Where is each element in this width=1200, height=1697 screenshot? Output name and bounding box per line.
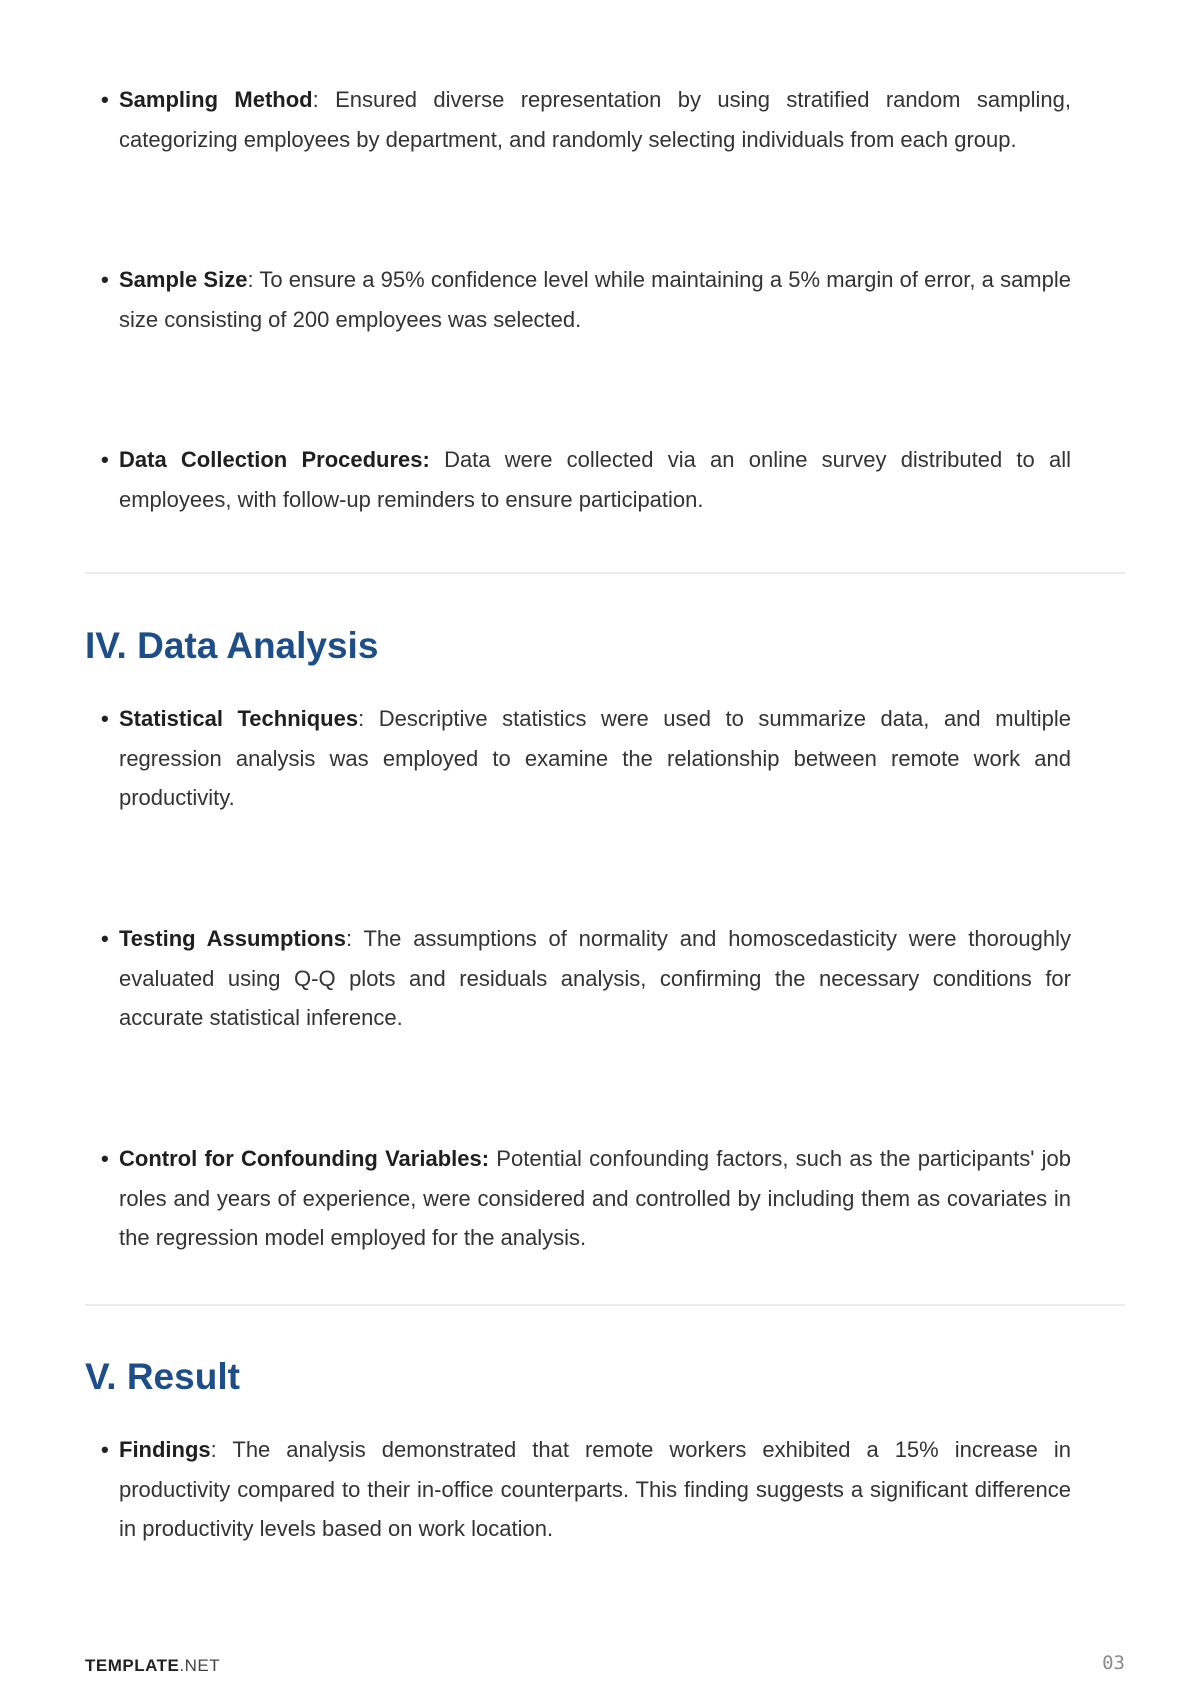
bullet-separator: : xyxy=(345,926,353,951)
bullet-term: Statistical Techniques xyxy=(119,706,359,731)
bullet-dot: • xyxy=(101,1146,109,1171)
bullet-term: Sample Size xyxy=(119,267,248,292)
footer-brand-logo xyxy=(85,1656,220,1676)
bullet-text: Potential confounding factors, such as the participants' job roles and years of experience, were considered and controlled by including them as covariates in the regression model employed for the analysis. xyxy=(119,1146,1072,1250)
section-divider xyxy=(85,1304,1125,1306)
section-title-result: V. Result xyxy=(85,1356,240,1397)
bullet-separator: : xyxy=(312,87,319,112)
bullet-text: Ensured diverse representation by using stratified random sampling, categorizing employees by department, and randomly selecting individuals from each group. xyxy=(119,87,1071,152)
bullet-dot: • xyxy=(101,267,109,292)
bullet-text: Data were collected via an online survey distributed to all employees, with follow-up reminders to ensure participation. xyxy=(119,447,1071,512)
list-item-testing-assumptions xyxy=(101,919,1071,1038)
list-item-confounding-variables xyxy=(101,1139,1072,1258)
bullet-dot: • xyxy=(101,447,109,472)
bullet-term: Data Collection Procedures: xyxy=(119,447,430,472)
bullet-dot: • xyxy=(101,706,109,731)
bullet-dot: • xyxy=(101,1437,109,1462)
section-divider xyxy=(85,572,1125,574)
bullet-dot: • xyxy=(101,87,109,112)
brand-suffix: .NET xyxy=(179,1656,221,1675)
list-item-findings xyxy=(101,1430,1071,1549)
list-item-statistical-techniques xyxy=(101,699,1072,818)
bullet-separator: : xyxy=(247,267,254,292)
bullet-term: Findings xyxy=(119,1437,211,1462)
brand-name: TEMPLATE xyxy=(85,1656,180,1675)
bullet-term: Testing Assumptions xyxy=(119,926,346,951)
bullet-term: Control for Confounding Variables: xyxy=(119,1146,490,1171)
list-item-sample-size xyxy=(101,260,1071,339)
bullet-term: Sampling Method xyxy=(119,87,313,112)
bullet-dot: • xyxy=(101,926,109,951)
section-title-data-analysis: IV. Data Analysis xyxy=(85,625,379,666)
bullet-text: Descriptive statistics were used to summarize data, and multiple regression analysis was employed to examine the relationship between remote work and productivity. xyxy=(119,706,1072,810)
bullet-separator: : xyxy=(210,1437,217,1462)
bullet-text: The assumptions of normality and homoscedasticity were thoroughly evaluated using Q-Q plots and residuals analysis, confirming the necessary conditions for accurate statistical inference. xyxy=(119,926,1071,1030)
bullet-text: To ensure a 95% confidence level while maintaining a 5% margin of error, a sample size consisting of 200 employees was selected. xyxy=(119,267,1071,332)
bullet-separator: : xyxy=(358,706,365,731)
page-number: 03 xyxy=(1102,1652,1125,1674)
list-item-sampling-method xyxy=(101,80,1071,159)
bullet-text: The analysis demonstrated that remote workers exhibited a 15% increase in productivity compared to their in-office counterparts. This finding suggests a significant difference in productivity levels based on work location. xyxy=(119,1437,1071,1541)
list-item-data-collection xyxy=(101,440,1071,519)
